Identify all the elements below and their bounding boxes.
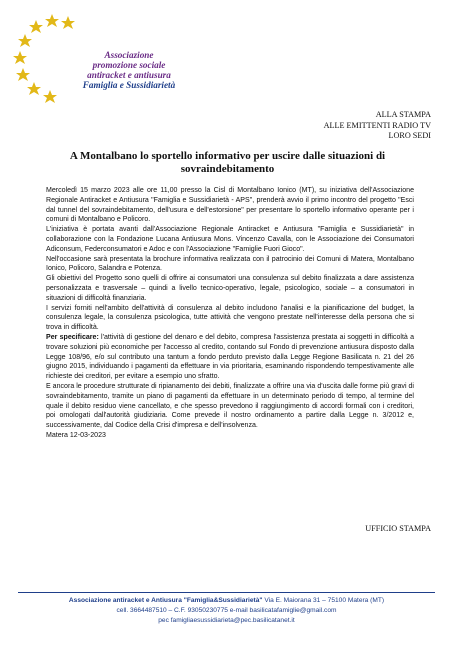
footer-contacts: cell. 3664487510 – C.F. 93050230775 e-mail basilicatafamiglie@gmail.com <box>116 607 337 614</box>
body-paragraph: Gli obiettivi del Progetto sono quelli di offrire ai consumatori una consulenza sul debito finalizzata a dare assistenza personalizzata e trasversale – quindi a livello tecnico-operativo, legale, psicologico, sociale – a consumatori in situazioni di difficoltà finanziaria. <box>46 275 414 302</box>
body-paragraph: L'iniziativa è portata avanti dall'Associazione Regionale Antiracket e Antiusura "Famiglia e Sussidiarietà" in collaborazione con la Fondazione Lucana Antiusura Mons. Vincenzo Cavalla, con le Associazione dei Consumatori Adiconsum, Federconsumatori e Adoc e con l'Associazione "Famiglie Fuori Gioco". <box>46 226 414 253</box>
logo-line-4: Famiglia e Sussidiarietà <box>82 80 176 90</box>
addressee-block <box>324 110 431 142</box>
footer-association-name: Associazione antiracket e Antiusura "Famiglia&Sussidiarietà" <box>68 597 263 604</box>
footer-address-line <box>10 596 443 606</box>
footer-address: Via E. Maiorana 31 – 75100 Matera (MT) <box>262 597 385 604</box>
logo-line-1: Associazione <box>104 50 154 60</box>
press-release-title: A Montalbano lo sportello informativo per uscire dalle situazioni di sovraindebitamento <box>69 150 386 175</box>
specify-label: Per specificare: <box>46 333 99 341</box>
body-paragraph: Nell'occasione sarà presentata la brochure informativa realizzata con il patrocinio dei Comuni di Matera, Montalbano Ionico, Policoro, Salandra e Potenza. <box>46 255 414 273</box>
date-line: Matera 12-03-2023 <box>46 431 106 439</box>
body-paragraph: E ancora le procedure strutturate di ripianamento dei debiti, finalizzate a offrire una via d'uscita dalle forme più gravi di sovraindebitamento, tramite un piano di pagamenti da effettuare in un determinato periodo di tempo, al termine del quale il debito residuo viene cancellato, e che spesso prevedono il raggiungimento di accordi formali con i creditori, poi omologati dall'autorità giudiziaria. Come prevede il nostro ordinamento a partire dalla Legge n. 3/2012 e, successivamente, dal Codice della Crisi d'impresa e dell'insolvenza. <box>46 382 414 430</box>
logo-text <box>74 50 184 90</box>
specify-text: l'attività di gestione del denaro e del debito, compresa l'assistenza prestata ai soggetti in difficoltà a trovare soluzioni più economiche per l'accesso al credito, contando sul Fondo di prevenzione antiusura disposto dalla Legge 108/96, e/o sul contributo una tantum a fondo perduto previsto dalla Legge Regione Basilicata n. 21 del 26 giugno 2015, individuando i pagamenti da effettuare in via prioritaria, esaminando rispondendo tempestivamente alle richieste dei creditori, per evitare a esempio uno sfratto. <box>46 333 414 381</box>
addressee-line: LORO SEDI <box>388 131 431 140</box>
logo-line-3: antiracket e antiusura <box>87 70 171 80</box>
body-paragraph: Mercoledì 15 marzo 2023 alle ore 11,00 presso la Cisl di Montalbano Ionico (MT), su iniziativa dell'Associazione Regionale Antiracket e Antiusura "Famiglia e Sussidiarietà - APS", prenderà avvio il primo incontro del progetto "Esci dal tunnel del sovraindebitamento, dell'usura e dell'estorsione" per presentare lo sportello informativo operante per i comuni di Montalbano e Policoro. <box>46 187 414 224</box>
footer-divider <box>18 592 435 593</box>
specify-paragraph <box>46 333 414 382</box>
addressee-line: ALLE EMITTENTI RADIO TV <box>323 120 431 130</box>
press-office-signature: UFFICIO STAMPA <box>365 524 431 533</box>
body-paragraph: I servizi forniti nell'ambito dell'attività di consulenza al debito includono l'analisi e la pianificazione del budget, la consulenza legale, la consulenza psicologica, tutte attività che vengono prestate nell'interesse della persona che si trova in difficoltà. <box>46 304 414 332</box>
logo-line-2: promozione sociale <box>92 60 166 70</box>
footer-pec: pec famigliaesussidiarieta@pec.basilicatanet.it <box>158 617 295 624</box>
association-logo <box>12 10 176 105</box>
footer <box>10 596 443 626</box>
addressee-line: ALLA STAMPA <box>375 110 431 119</box>
press-release-body <box>46 186 414 441</box>
